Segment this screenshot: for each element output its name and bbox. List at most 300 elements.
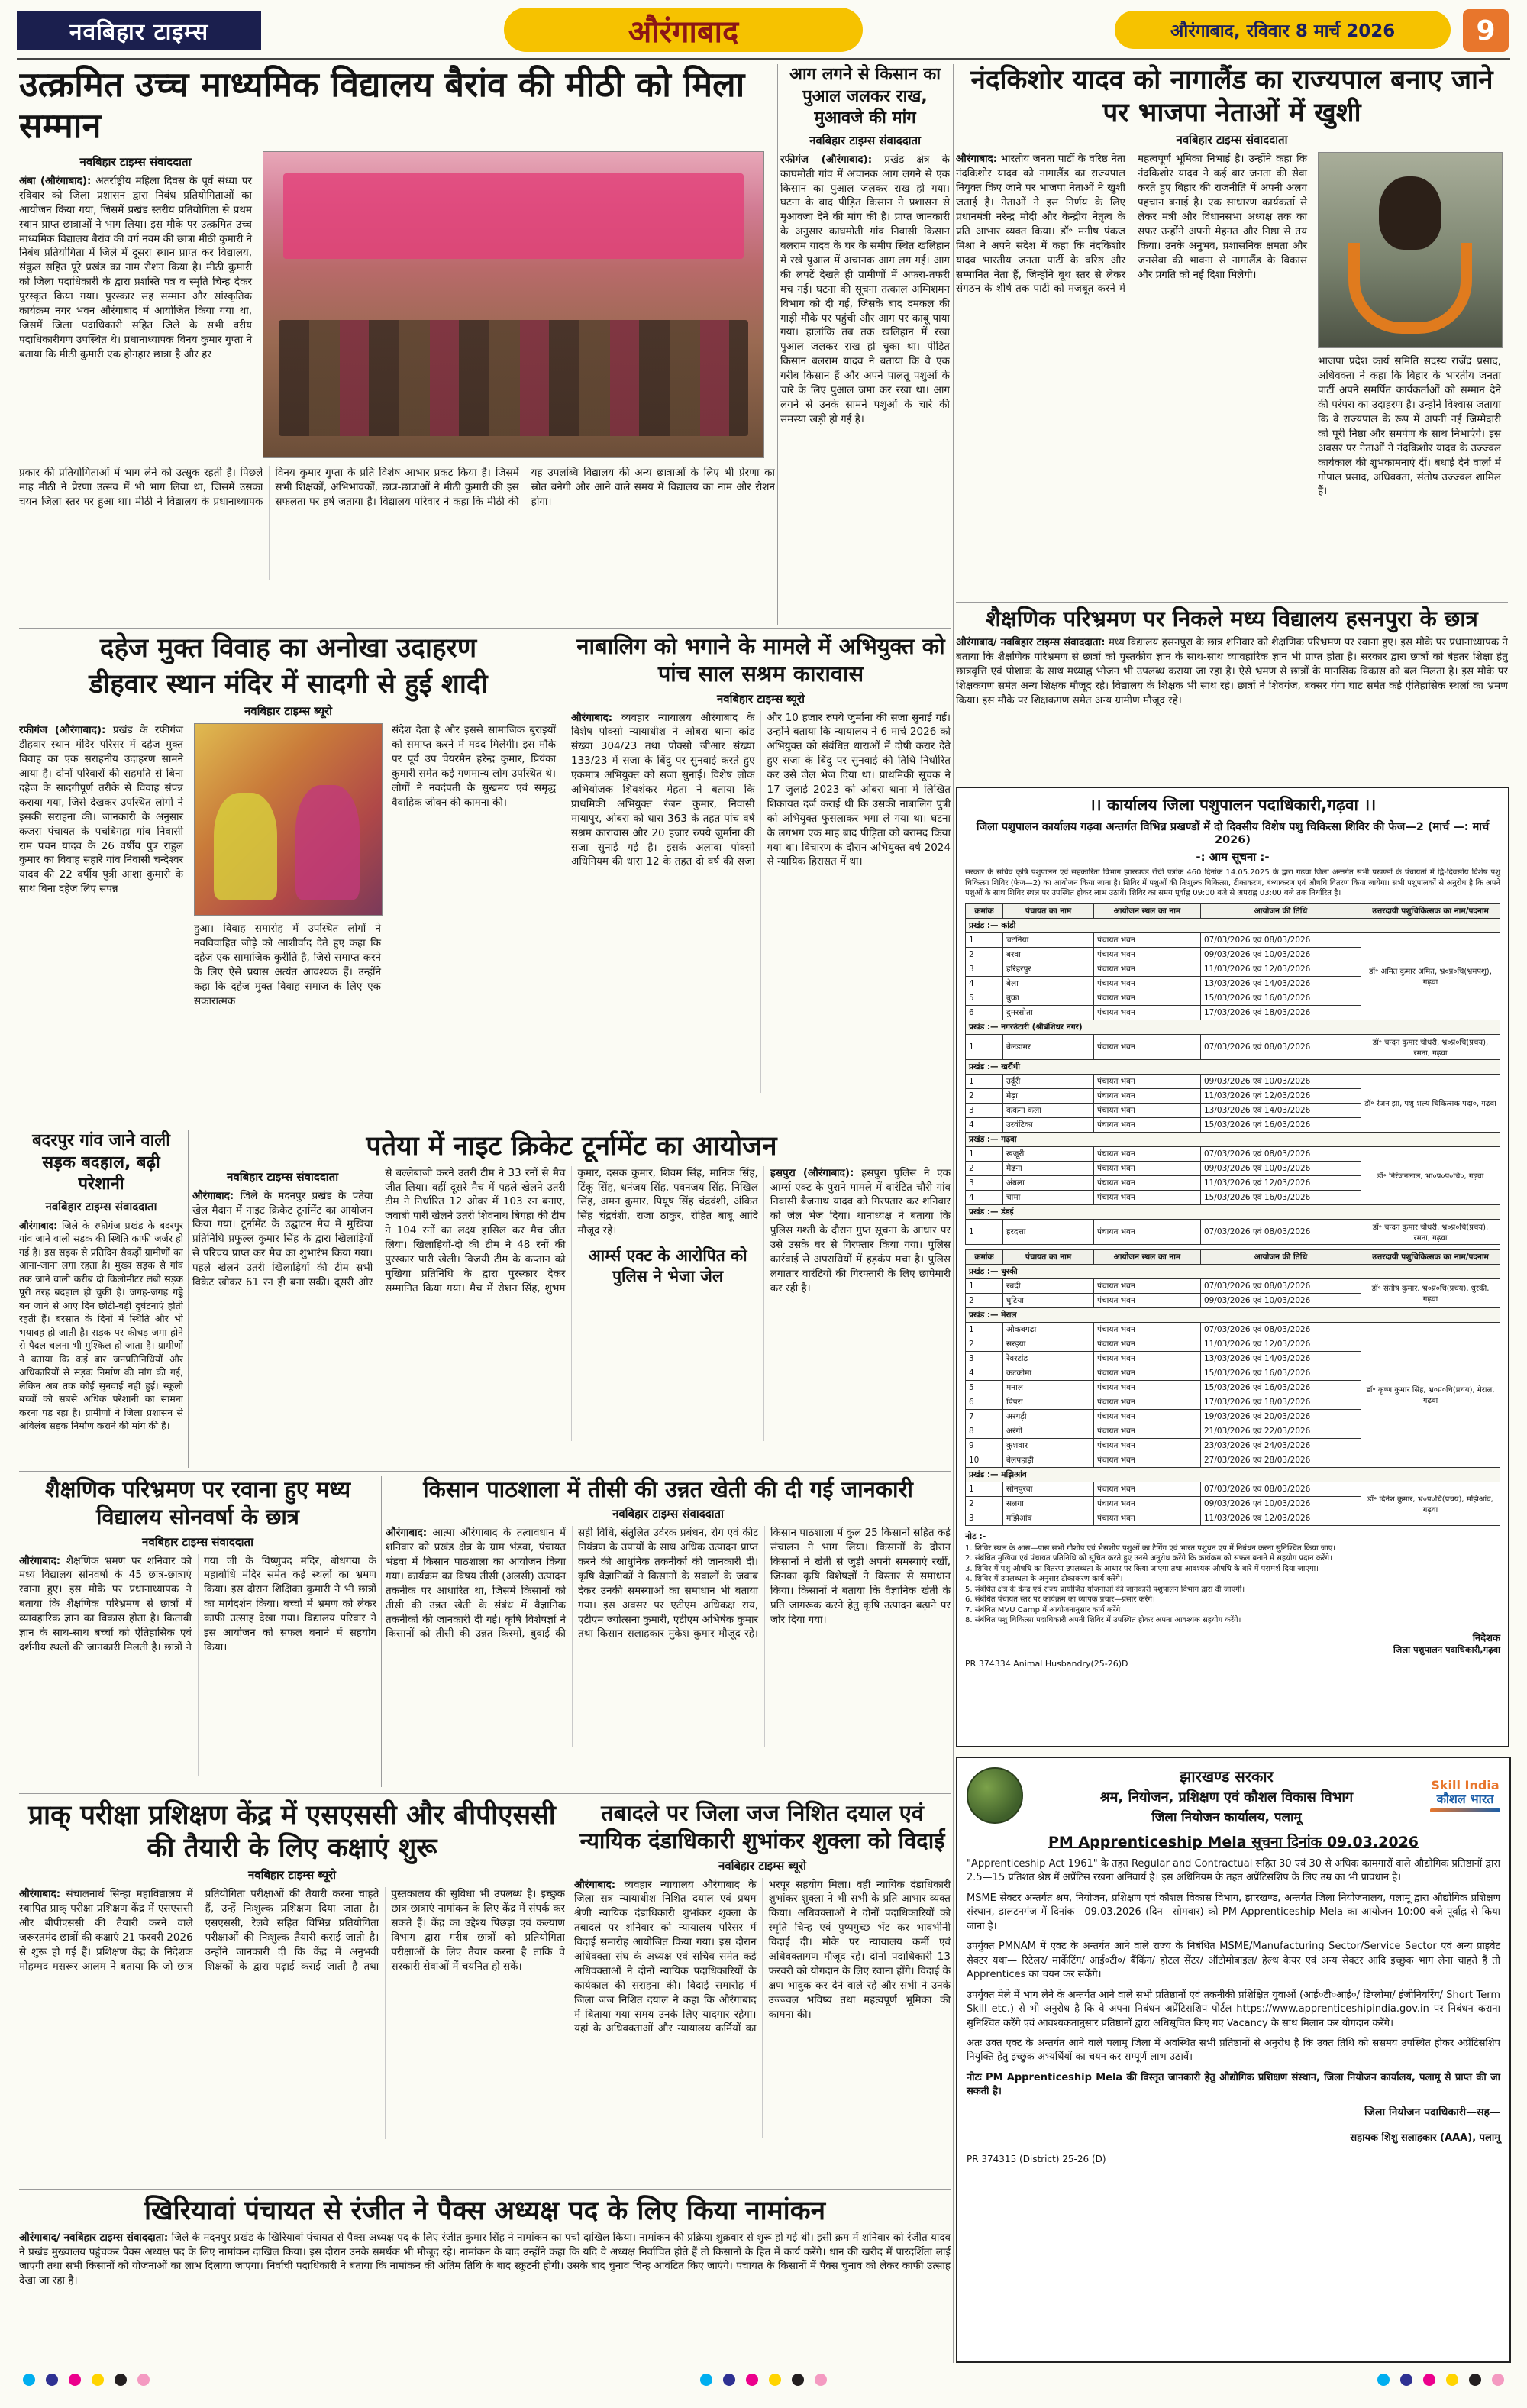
- vet-table-section-row: प्रखंड :— खरौंधी: [966, 1059, 1500, 1074]
- vet-name-cell: डॉ॰ रंजन झा, पशु शल्य चिकित्सक पदा०, गढ़वा: [1361, 1074, 1500, 1132]
- vet-table-header-cell: उत्तरदायी पशुचिकित्सक का नाम/पदनाम: [1361, 1249, 1500, 1264]
- vet-table-cell: सरइया: [1003, 1337, 1094, 1351]
- article-pocso-sentence: [571, 632, 951, 1123]
- vet-camp-notice: [956, 787, 1509, 1747]
- vet-table-cell: 11/03/2026 एवं 12/03/2026: [1201, 962, 1361, 976]
- vet-table-cell: अरंगी: [1003, 1424, 1094, 1438]
- vet-table-cell: पंचायत भवन: [1094, 947, 1201, 962]
- vet-table-cell: पंचायत भवन: [1094, 1293, 1201, 1307]
- vet-table-cell: 09/03/2026 एवं 10/03/2026: [1201, 1161, 1361, 1175]
- vet-table-cell: 3: [966, 1351, 1003, 1366]
- vet-table-cell: 5: [966, 1380, 1003, 1395]
- article-body: रफीगंज (औरंगाबाद): प्रखंड क्षेत्र के काघमोती गांव में अचानक आग लगने से एक किसान का पुआल जलकर राख हो गया। घटना के बाद पीड़ित किसान ने प्रशासन से मुआवजा देने की मांग की है। प्राप्त जानकारी के अनुसार काघमोती गांव निवासी किसान बलराम यादव के घर के समीप स्थित खलिहान में रखे पुआल में अचानक आग लग गई। आग की लपटें देखते ही ग्रामीणों में अफरा-तफरी मच गई। घटना की सूचना तत्काल अग्निशमन विभाग को दी गई, जिसके बाद दमकल की गाड़ी मौके पर पहुंची और आग पर काबू पाया गया। हालांकि तब तक खलिहान में रखा पुआल जलकर राख हो चुका था। पीड़ित किसान बलराम यादव ने बताया कि वे एक गरीब किसान हैं और अपने पालतू पशुओं के चारे के लिए पुआल जमा कर रखा था। आग लगने से उनके सामने पशुओं के चारे की समस्या खड़ी हो गई है।: [780, 153, 950, 425]
- article-dateline: औरंगाबाद:: [571, 711, 613, 724]
- vet-table-section-row: प्रखंड :— मेराल: [966, 1307, 1500, 1322]
- vet-table-cell: पंचायत भवन: [1094, 1496, 1201, 1511]
- vet-table-cell: 10: [966, 1453, 1003, 1467]
- ad-paragraph: उपर्युक्त PMNAM में एक्ट के अन्तर्गत आने वाले राज्य के निबंधित MSME/Manufacturing Sector/Service Sector एवं अन्य प्राइवेट सेक्टर यथा— रिटेलर/ मार्केटिंग/ आई०टी०/ बैंकिंग/ होटल सेंटर/ ऑटोमोबाइल/ हेल्थ केयर एवं अन्य सेक्टर आदि इच्छुक भाग लेना चाहते हैं तो Apprentices का चयन कर सकेंगे।: [967, 1941, 1500, 1981]
- vet-table-cell: 11/03/2026 एवं 12/03/2026: [1201, 1175, 1361, 1190]
- registration-dot: [1423, 2374, 1435, 2386]
- article-dateline: औरंगाबाद:: [192, 1189, 234, 1202]
- ad-paragraph: MSME सेक्टर अन्तर्गत श्रम, नियोजन, प्रशिक्षण एवं कौशल विकास विभाग, झारखण्ड, अन्तर्गत जिला नियोजनालय, पलामू द्वारा औद्योगिक प्रशिक्षण संस्थान, डालटनगंज में दिनांक—09.03.2026 (दिन—सोमवार) को PM Apprenticeship Mela का आयोजन 10:00 बजे पूर्वाह्न से किया जाना है।: [967, 1892, 1500, 1932]
- vet-table-cell: 3: [966, 1511, 1003, 1525]
- article-dateline: औरंगाबाद:: [956, 153, 998, 166]
- skill-india-logo: Skill India कौशल भारत: [1430, 1779, 1500, 1812]
- divider: [956, 602, 1508, 603]
- ad-note: नोटः PM Apprenticeship Mela की विस्तृत जानकारी हेतु औद्योगिक प्रशिक्षण संस्थान, जिला नियोजन कार्यालय, पलामू से प्राप्त की जा सकती है।: [967, 2071, 1500, 2098]
- article-headline: उत्क्रमित उच्च माध्यमिक विद्यालय बैरांव की मीठी को मिला सम्मान: [19, 64, 745, 146]
- article-headline: प्राक् परीक्षा प्रशिक्षण केंद्र में एसएससी और बीपीएससी की तैयारी के लिए कक्षाएं शुरू: [28, 1800, 556, 1863]
- vet-table-cell: 1: [966, 1219, 1003, 1244]
- vet-table-cell: 1: [966, 1482, 1003, 1496]
- vet-table-cell: उरवंटिका: [1003, 1117, 1094, 1132]
- award-ceremony-photo: [263, 151, 764, 458]
- vet-table-row: [966, 1278, 1500, 1293]
- vet-table-cell: 11/03/2026 एवं 12/03/2026: [1201, 1088, 1361, 1103]
- vet-table-header-cell: पंचायत का नाम: [1003, 903, 1094, 918]
- article-hasanpura-trip: [956, 605, 1508, 782]
- vet-note-item: 1. शिविर स्थल के आस—पास सभी गौशीप एवं भैसशीप पशुओं का टैगिंग एवं भारत पशुधन एप में निबंधन करना सुनिश्चित किया जाए।: [965, 1543, 1336, 1553]
- vet-table-cell: घुटिया: [1003, 1293, 1094, 1307]
- sub-article-headline: आर्म्स एक्ट के आरोपित को पुलिस ने भेजा जेल: [588, 1246, 747, 1286]
- vet-table-cell: पंचायत भवन: [1094, 1117, 1201, 1132]
- vet-table-cell: 13/03/2026 एवं 14/03/2026: [1201, 1351, 1361, 1366]
- vet-table-row: [966, 1146, 1500, 1161]
- divider: [19, 1471, 951, 1472]
- vet-table-cell: हरिहरपुर: [1003, 962, 1094, 976]
- vet-table-cell: उर्दूरी: [1003, 1074, 1094, 1088]
- vet-table-cell: 3: [966, 1103, 1003, 1117]
- divider: [19, 628, 951, 629]
- article-body: औरंगाबाद/ नवबिहार टाइम्स संवाददाता: जिले के मदनपुर प्रखंड के खिरियावां पंचायत से पैक्स अध्यक्ष पद के लिए रंजीत कुमार सिंह ने नामांकन का पर्चा दाखिल किया। नामांकन की प्रक्रिया शुक्रवार से शुरू हो गई थी। इसी क्रम में शनिवार को रंजीत यादव ने प्रखंड मुख्यालय पहुंचकर पैक्स अध्यक्ष पद के लिए नामांकन दाखिल किया। इस दौरान उनके समर्थक भी मौजूद रहे। नामांकन के बाद उन्होंने कहा कि यदि वे अध्यक्ष निर्वाचित होते हैं तो किसानों के हित में कार्य करेंगे। धान की खरीद में पारदर्शिता लाई जाएगी तथा सभी किसानों को योजनाओं का लाभ दिलाया जाएगा। निर्वाची पदाधिकारी ने बताया कि नामांकन की अंतिम तिथि के बाद स्क्रूटनी होगी। उसके बाद चुनाव चिन्ह आवंटित किए जाएंगे। पंचायत के किसानों में पैक्स चुनाव को लेकर काफी उत्साह देखा जा रहा है।: [19, 2231, 951, 2287]
- vet-table-header-cell: क्रमांक: [966, 1249, 1003, 1264]
- vet-table-cell: 2: [966, 1496, 1003, 1511]
- vet-table-header-cell: आयोजन की तिथि: [1201, 903, 1361, 918]
- vet-table-cell: पंचायत भवन: [1094, 1219, 1201, 1244]
- article-headline: खिरियावां पंचायत से रंजीत ने पैक्स अध्यक्ष पद के लिए किया नामांकन: [144, 2196, 826, 2226]
- article-body: औरंगाबाद: व्यवहार न्यायालय औरंगाबाद के विशेष पोक्सो न्यायाधीश ने ओबरा थाना कांड संख्या 304/23 तथा पोक्सो जीआर संख्या 133/23 में सजा के बिंदु पर सुनवाई करते हुए एकमात्र अभियुक्त को सजा सुनाई। विशेष लोक अभियोजक शिवशंकर मेहता ने बताया कि प्राथमिकी अभियुक्त रंजन कुमार, निवासी मायापुर, ओबरा को धारा 363 के तहत पांच वर्ष सश्रम कारावास और 20 हजार रुपये जुर्माना की सजा सुनाई गई है। इसके अलावा पोक्सो अधिनियम की धारा 12 के तहत दो वर्ष की सजा और 10 हजार रुपये जुर्माना की सजा सुनाई गई। उन्होंने बताया कि न्यायालय ने 6 मार्च 2026 को अभियुक्त को संबंधित धाराओं में दोषी करार देते हुए सजा के बिंदु पर सुनवाई की तिथि निर्धारित कर उसे जेल भेज दिया था। प्राथमिकी सूचक ने 17 जुलाई 2023 को ओबरा थाना में लिखित शिकायत दर्ज कराई थी कि उसकी नाबालिग पुत्री को अभियुक्त फुसलाकर भगा ले गया था। घटना के लगभग एक माह बाद पीड़िता को बरामद किया गया था। विचारण के दौरान अभियुक्त वर्ष 2024 से न्यायिक हिरासत में था।: [571, 711, 951, 868]
- vet-table-cell: 13/03/2026 एवं 14/03/2026: [1201, 976, 1361, 991]
- wedding-photo: [194, 723, 383, 916]
- dot-group-right: [1377, 2374, 1504, 2386]
- registration-dot: [46, 2374, 58, 2386]
- vet-table-cell: बरवा: [1003, 947, 1094, 962]
- garland-shape: [1348, 243, 1472, 334]
- article-headline: शैक्षणिक परिभ्रमण पर निकले मध्य विद्यालय हसनपुरा के छात्र: [986, 606, 1478, 632]
- vet-table-section-row: प्रखंड :— डंडई: [966, 1204, 1500, 1219]
- vet-table-cell: पंचायत भवन: [1094, 1103, 1201, 1117]
- vet-table-section-row: प्रखंड :— धुरकी: [966, 1264, 1500, 1278]
- vet-table-row: [966, 1219, 1500, 1244]
- vet-table-cell: मेढ़ा: [1003, 1088, 1094, 1103]
- edition-city: औरंगाबाद: [504, 8, 863, 52]
- article-body: औरंगाबाद: शैक्षणिक भ्रमण पर शनिवार को मध्य विद्यालय सोनवर्षा के 45 छात्र-छात्राएं रवाना हुए। इस मौके पर प्रधानाध्यापक ने बताया कि शैक्षणिक परिभ्रमण से छात्रों में व्यावहारिक ज्ञान का विकास होता है। किताबी ज्ञान के साथ-साथ बच्चों को ऐतिहासिक एवं दर्शनीय स्थलों की जानकारी मिलती है। छात्रों ने गया जी के विष्णुपद मंदिर, बोधगया के महाबोधि मंदिर समेत कई स्थलों का भ्रमण किया। इस दौरान शिक्षिका कुमारी ने भी छात्रों का मार्गदर्शन किया। बच्चों में भ्रमण को लेकर काफी उत्साह देखा गया। विद्यालय परिवार ने इस आयोजन को सफल बनाने में सहयोग किया।: [19, 1554, 376, 1653]
- vet-table-cell: 6: [966, 1005, 1003, 1020]
- article-dateline: औरंगाबाद/ नवबिहार टाइम्स संवाददाता:: [19, 2231, 169, 2244]
- notes-label: नोट :-: [965, 1530, 986, 1541]
- vet-name-cell: डॉ॰ चन्दन कुमार चौधरी, भ्र०प्र०चि(प्रचय), रमना, गढ़वा: [1361, 1034, 1500, 1059]
- ad-dept-name: श्रम, नियोजन, प्रशिक्षण एवं कौशल विकास विभाग: [1099, 1789, 1354, 1805]
- sub-article-body: हसपुरा (औरंगाबाद): हसपुरा पुलिस ने एक आर्म्स एक्ट के पुराने मामले में वारंटित चौरी गांव निवासी बैजनाथ यादव को गिरफ्तार कर शनिवार को जेल भेज दिया। थानाध्यक्ष ने बताया कि पुलिस गश्ती के दौरान गुप्त सूचना के आधार पर उसे उसके घर से गिरफ्तार किया गया। पुलिस कार्रवाई से अपराधियों में हड़कंप मचा है। पुलिस लगातार वारंटियों की गिरफ्तारी के लिए छापेमारी कर रही है।: [770, 1166, 951, 1295]
- article-pacs-nomination: [19, 2195, 951, 2361]
- vet-table-cell: 4: [966, 1366, 1003, 1380]
- vet-table-cell: बेलपहाड़ी: [1003, 1453, 1094, 1467]
- vet-table-header-cell: क्रमांक: [966, 903, 1003, 918]
- article-headline: तबादले पर जिला जज निशित दयाल एवं न्यायिक दंडाधिकारी शुभांकर शुक्ला को विदाई: [579, 1800, 945, 1854]
- vet-table-cell: पंचायत भवन: [1094, 1482, 1201, 1496]
- article-byline: नवबिहार टाइम्स संवाददाता: [612, 1507, 724, 1521]
- registration-dot: [1446, 2374, 1458, 2386]
- vet-table-cell: 2: [966, 1088, 1003, 1103]
- dot-group-left: [23, 2374, 150, 2386]
- vet-table-cell: 1: [966, 1322, 1003, 1337]
- divider: [188, 1130, 189, 1468]
- jharkhand-emblem: [967, 1767, 1023, 1824]
- ad-govt-name: झारखण्ड सरकार: [1180, 1767, 1274, 1786]
- vet-table-cell: पंचायत भवन: [1094, 976, 1201, 991]
- registration-dot: [92, 2374, 104, 2386]
- ad-body: [967, 1857, 1500, 2065]
- vet-table-cell: पंचायत भवन: [1094, 1380, 1201, 1395]
- article-dateline: रफीगंज (औरंगाबाद):: [780, 153, 873, 166]
- vet-name-cell: डॉ॰ कृष्ण कुमार सिंह, भ्र०प्र०चि(प्रचय), मेराल, गढ़वा: [1361, 1322, 1500, 1467]
- vet-table-cell: 13/03/2026 एवं 14/03/2026: [1201, 1103, 1361, 1117]
- vet-table-cell: पंचायत भवन: [1094, 1088, 1201, 1103]
- vet-table-header-cell: पंचायत का नाम: [1003, 1249, 1094, 1264]
- article-sonvarsha-trip: [19, 1476, 376, 1787]
- registration-dot: [1492, 2374, 1504, 2386]
- vet-table-cell: 2: [966, 1337, 1003, 1351]
- vet-table-cell: पंचायत भवन: [1094, 1005, 1201, 1020]
- vet-table-cell: 9: [966, 1438, 1003, 1453]
- article-headline: शैक्षणिक परिभ्रमण पर रवाना हुए मध्य विद्यालय सोनवर्षा के छात्र: [44, 1476, 351, 1530]
- ad-paragraph: "Apprenticeship Act 1961" के तहत Regular and Contractual सहित 30 एवं 30 से अधिक कामगारों वाले औद्योगिक प्रतिष्ठानों द्वारा 2.5—15 प्रतिशत श्रेष्ठ में अप्रेंटिस रखना अनिवार्य है। इस अधिनियम के तहत अप्रेंटिसशिप के लिए उम्र का भी प्रावधान है।: [967, 1858, 1500, 1884]
- vet-table-cell: सलगा: [1003, 1496, 1094, 1511]
- vet-table-cell: हरदत्ता: [1003, 1219, 1094, 1244]
- vet-table-cell: 3: [966, 1175, 1003, 1190]
- vet-table-cell: पंचायत भवन: [1094, 1395, 1201, 1409]
- vet-table-cell: 1: [966, 1146, 1003, 1161]
- vet-table-cell: 15/03/2026 एवं 16/03/2026: [1201, 1380, 1361, 1395]
- article-badarpur-road: [19, 1130, 183, 1468]
- vet-table-cell: 15/03/2026 एवं 16/03/2026: [1201, 991, 1361, 1005]
- article-night-cricket: [192, 1130, 951, 1468]
- article-headline-line1: दहेज मुक्त विवाह का अनोखा उदाहरण: [99, 633, 477, 664]
- paper-name: नवबिहार टाइम्स: [17, 11, 261, 50]
- vet-table-cell: 17/03/2026 एवं 18/03/2026: [1201, 1395, 1361, 1409]
- vet-table-header-cell: उत्तरदायी पशुचिकित्सक का नाम/पदनाम: [1361, 903, 1500, 918]
- vet-table-cell: पंचायत भवन: [1094, 1409, 1201, 1424]
- vet-table-cell: पंचायत भवन: [1094, 1424, 1201, 1438]
- signature-title: निदेशक: [1472, 1632, 1500, 1644]
- article-headline: नंदकिशोर यादव को नागालैंड का राज्यपाल बनाए जाने पर भाजपा नेताओं में खुशी: [970, 65, 1493, 128]
- article-body-middle: हुआ। विवाह समारोह में उपस्थित लोगों ने नवविवाहित जोड़े को आशीर्वाद देते हुए कहा कि दहेज एक सामाजिक कुरीति है, जिसे समाप्त करने के लिए ऐसे प्रयास अत्यंत आवश्यक हैं। उन्होंने कहा कि दहेज मुक्त विवाह समाज के लिए एक सकारात्मक: [194, 923, 381, 1007]
- article-school-award: [19, 64, 775, 625]
- vet-table-cell: खजूरी: [1003, 1146, 1094, 1161]
- skill-india-bar: [1430, 1808, 1500, 1812]
- ad-office-name: जिला नियोजन कार्यालय, पलामू: [1151, 1810, 1302, 1825]
- vet-table-cell: 27/03/2026 एवं 28/03/2026: [1201, 1453, 1361, 1467]
- vet-table-cell: 4: [966, 976, 1003, 991]
- registration-dot: [723, 2374, 735, 2386]
- article-body-continued: प्रकार की प्रतियोगिताओं में भाग लेने को उत्सुक रहती है। पिछले माह मीठी ने प्रेरणा उत्सव में भी भाग लिया था, जिसमें उसका चयन जिला स्तर पर हुआ था। मीठी ने विद्यालय के प्रधानाध्यापक विनय कुमार गुप्ता के प्रति विशेष आभार प्रकट किया है। जिसमें सभी शिक्षकों, अभिभावकों, छात्र-छात्राओं ने मीठी कुमारी की इस सफलता पर हर्ष जताया है। विद्यालय परिवार ने कहा कि मीठी की यह उपलब्धि विद्यालय की अन्य छात्राओं के लिए भी प्रेरणा का स्रोत बनेगी और आने वाले समय में विद्यालय का नाम और रौशन होगा।: [19, 467, 775, 508]
- vet-table-section-row: प्रखंड :— कांडी: [966, 918, 1500, 932]
- article-dateline: अंबा (औरंगाबाद):: [19, 175, 92, 187]
- notes-list: [965, 1543, 1500, 1626]
- dot-group-center: [700, 2374, 827, 2386]
- portrait-silhouette: [1379, 176, 1441, 250]
- vet-table-cell: पंचायत भवन: [1094, 1453, 1201, 1467]
- article-body: औरंगाबाद: जिले के रफीगंज प्रखंड के बदरपुर गांव जाने वाली सड़क की स्थिति काफी जर्जर हो गई है। इस सड़क से प्रतिदिन सैकड़ों ग्रामीणों का आना-जाना लगा रहता है। मुख्य सड़क से गांव तक जाने वाली करीब दो किलोमीटर लंबी सड़क पूरी तरह बदहाल हो चुकी है। जगह-जगह गड्ढे बन जाने से आए दिन छोटी-बड़ी दुर्घटनाएं होती रहती हैं। बरसात के दिनों में स्थिति और भी भयावह हो जाती है। सड़क पर कीचड़ जमा होने से पैदल चलना भी मुश्किल हो जाता है। ग्रामीणों ने बताया कि कई बार जनप्रतिनिधियों और अधिकारियों से सड़क निर्माण की मांग की गई, लेकिन अब तक कोई सुनवाई नहीं हुई। स्कूली बच्चों को सबसे अधिक परेशानी का सामना करना पड़ रहा है। ग्रामीणों ने जिला प्रशासन से अविलंब सड़क निर्माण कराने की मांग की है।: [19, 1219, 183, 1432]
- vet-table-section-row: प्रखंड :— गढ़वा: [966, 1132, 1500, 1146]
- vet-table-section-row: प्रखंड :— नगरउंटारी (श्रीबंशिधर नगर): [966, 1020, 1500, 1034]
- vet-note-item: 7. संबंधित MVU Camp में आयोजनानुसार कार्य करेंगे।: [965, 1605, 1124, 1614]
- article-dateline: औरंगाबाद:: [19, 1888, 61, 1901]
- vet-table-cell: 6: [966, 1395, 1003, 1409]
- vet-table-cell: 21/03/2026 एवं 22/03/2026: [1201, 1424, 1361, 1438]
- vet-table-cell: बेला: [1003, 976, 1094, 991]
- vet-table-cell: चामा: [1003, 1190, 1094, 1204]
- article-kisan-pathshala: [386, 1476, 951, 1787]
- ad-paragraph: उपर्युक्त मेले में भाग लेने के अन्तर्गत आने वाले सभी प्रतिष्ठानों एवं तकनीकी प्रशिक्षित युवाओं (आई०टी०आई०/ डिप्लोमा/ इंजीनियरिंग/ Short Term Skill etc.) से भी अनुरोध है कि वे अपना निबंधन अप्रेंटिसशिप पोर्टल https://www.apprenticeshipindia.gov.in पर निबंधन कराना सुनिश्चित करेंगे एवं आवश्यकतानुसार प्रतिष्ठानों द्वारा अधिसूचित किए गए Vacancy के साथ मिलान कर योगदान करेंगे।: [967, 1989, 1500, 2029]
- print-registration-marks: [23, 2374, 1504, 2386]
- vet-table-row: [966, 1074, 1500, 1088]
- registration-dot: [1400, 2374, 1412, 2386]
- article-body: अंबा (औरंगाबाद): अंतर्राष्ट्रीय महिला दिवस के पूर्व संध्या पर रविवार को जिला प्रशासन द्वारा निबंध प्रतियोगिताओं का आयोजन किया गया, जिसमें प्रखंड स्तरीय प्रतियोगिता से प्रथम स्थान प्राप्त छात्राओं ने भाग लिया। इस मौके पर उत्क्रमित उच्च माध्यमिक विद्यालय बैरांव की वर्ग नवम की छात्रा मीठी कुमारी ने निबंध प्रतियोगिता में जिले में दूसरा स्थान प्राप्त कर विद्यालय, संकुल सहित पूरे प्रखंड का नाम रौशन किया है। मीठी कुमारी को जिला पदाधिकारी के द्वारा प्रशस्ति पत्र व स्मृति चिन्ह देकर पुरस्कृत किया गया। पुरस्कार सह सम्मान और सांस्कृतिक कार्यक्रम नगर भवन औरंगाबाद में आयोजित किया गया था, जिसमें जिला पदाधिकारी सहित जिले के सभी वरीय पदाधिकारीगण उपस्थित थे। प्रधानाध्यापक विनय कुमार गुप्ता ने बताया कि मीठी कुमारी एक होनहार छात्रा है और हर: [19, 175, 252, 360]
- article-body: औरंगाबाद: आत्मा औरंगाबाद के तत्वावधान में शनिवार को प्रखंड क्षेत्र के ग्राम भंडवा, पंचायत भंडवा में किसान पाठशाला का आयोजन किया गया। कार्यक्रम का विषय तीसी (अलसी) उत्पादन तकनीक पर आधारित था, जिसमें किसानों को तीसी की उन्नत खेती के संबंध में वैज्ञानिक तकनीकों की जानकारी दी गई। कृषि विशेषज्ञों ने किसानों को तीसी की उन्नत किस्मों, बुवाई की सही विधि, संतुलित उर्वरक प्रबंधन, रोग एवं कीट नियंत्रण के उपायों के साथ अधिक उत्पादन प्राप्त करने की आधुनिक तकनीकों की जानकारी दी। कृषि वैज्ञानिकों ने किसानों के सवालों के जवाब देकर उनकी समस्याओं का समाधान भी बताया गया। इस अवसर पर एटीएम अधिकक्ष राय, एटीएम ज्योत्सना कुमारी, एटीएम अभिषेक कुमार तथा किसान सलाहकार मुकेश कुमार मौजूद रहे। किसान पाठशाला में कुल 25 किसानों सहित कई संचालन ने भाग लिया। किसानों के दौरान किसानों ने खेती से जुड़ी अपनी समस्याएं रखीं, जिनका कृषि विशेषज्ञों ने विस्तार से समाधान किया। किसानों ने बताया कि वैज्ञानिक खेती के प्रति जागरूक करने हेतु कृषि उत्पादन बढ़ाने पर जोर दिया गया।: [386, 1527, 951, 1640]
- vet-table-cell: 07/03/2026 एवं 08/03/2026: [1201, 1219, 1361, 1244]
- vet-table-cell: 4: [966, 1117, 1003, 1132]
- vet-table-row: [966, 1034, 1500, 1059]
- article-dateline: औरंगाबाद:: [386, 1527, 428, 1540]
- notice-title: ।। कार्यालय जिला पशुपालन पदाधिकारी,गढ़वा ।।: [1089, 796, 1377, 814]
- divider: [953, 64, 954, 2363]
- article-body: औरंगाबाद: भारतीय जनता पार्टी के वरिष्ठ नेता नंदकिशोर यादव को नागालैंड का राज्यपाल नियुक्त किए जाने पर भाजपा नेताओं ने खुशी जताई है। नेताओं ने इस निर्णय के लिए प्रधानमंत्री नरेन्द्र मोदी और केन्द्रीय नेतृत्व के प्रति आभार व्यक्त किया। डॉ॰ मनीष पंकज मिश्रा ने अपने संदेश में कहा कि नंदकिशोर यादव भारतीय जनता पार्टी के वरिष्ठ और सम्मानित नेता हैं, जिन्होंने बूथ स्तर से लेकर संगठन के शीर्ष तक पार्टी को मजबूत करने में महत्वपूर्ण भूमिका निभाई है। उन्होंने कहा कि नंदकिशोर यादव ने कई बार जनता की सेवा करते हुए बिहार की राजनीति में अपनी अलग पहचान बनाई है। एक साधारण कार्यकर्ता से लेकर मंत्री और विधानसभा अध्यक्ष तक का सफर उन्होंने अपनी मेहनत और निष्ठा से तय किया। उनके अनुभव, प्रशासनिक क्षमता और जनसेवा की भावना से नागालैंड के विकास और प्रगति को नई दिशा मिलेगी।: [956, 153, 1307, 296]
- vet-table-header-row: [966, 903, 1500, 918]
- vet-note-item: 4. शिविर में उपलब्धता के अनुसार टीकाकरण कार्य करेंगे।: [965, 1575, 1123, 1583]
- vet-table-header-cell: आयोजन स्थल का नाम: [1094, 903, 1201, 918]
- vet-camp-table-2: [965, 1249, 1500, 1526]
- vet-table-cell: पंचायत भवन: [1094, 1322, 1201, 1337]
- article-headline: किसान पाठशाला में तीसी की उन्नत खेती की दी गई जानकारी: [423, 1476, 913, 1502]
- vet-table-cell: 17/03/2026 एवं 18/03/2026: [1201, 1005, 1361, 1020]
- article-body: औरंगाबाद: जिले के मदनपुर प्रखंड के पतेया खेल मैदान में नाइट क्रिकेट टूर्नामेंट का आयोजन किया गया। टूर्नामेंट के उद्घाटन मैच में मुखिया प्रतिनिधि प्रफुल्ल कुमार सिंह के द्वारा खिलाड़ियों से परिचय प्राप्त कर मैच का शुभारंभ किया गया। पहले खेलने उतरी खिलाड़ियों की टीम सभी विकेट खोकर 61 रन ही बना सकी। दूसरी ओर से बल्लेबाजी करने उतरी टीम ने 33 रनों से मैच जीत लिया। वहीं दूसरे मैच में पहले खेलने उतरी टीम ने निर्धारित 12 ओवर में 103 रन बनाए, जवाबी पारी खेलने उतरी शिवनाथ बिगहा की टीम ने 104 रनों का लक्ष्य हासिल कर मैच जीत लिया। खिलाड़ियों-दो की टीम ने 48 रनों की पुरस्कार पारी खेली। विजयी टीम के कप्तान को मुखिया प्रतिनिधि के द्वारा पुरस्कार देकर सम्मानित किया गया। मैच में रोशन सिंह, शुभम कुमार, दसक कुमार, शिवम सिंह, मानिक सिंह, टिंकू सिंह, धनंजय सिंह, पवनजय सिंह, निखिल सिंह, अमन कुमार, पियूष सिंह चंद्रवंशी, अंकित सिंह चंद्रवंशी, राजा ठाकुर, रोहित बाबू आदि मौजूद रहे।: [192, 1166, 758, 1295]
- vet-table-cell: 07/03/2026 एवं 08/03/2026: [1201, 1322, 1361, 1337]
- divider: [777, 64, 778, 625]
- vet-table-cell: मझिआंव: [1003, 1511, 1094, 1525]
- vet-table-cell: पंचायत भवन: [1094, 1337, 1201, 1351]
- vet-table-cell: रेवरटांड़: [1003, 1351, 1094, 1366]
- article-body-continued: भाजपा प्रदेश कार्य समिति सदस्य राजेंद्र प्रसाद, अधिवक्ता ने कहा कि बिहार के भारतीय जनता पार्टी अपने समर्पित कार्यकर्ताओं को सम्मान देने की परंपरा का उदाहरण है। उन्होंने विश्वास जताया कि वे राज्यपाल के रूप में अपनी नई जिम्मेदारी को पूरी निष्ठा और समर्पण के साथ निभाएंगे। इस अवसर पर नेताओं ने नंदकिशोर यादव के उज्ज्वल कार्यकाल की शुभकामनाएं दीं। बधाई देने वालों में गोपाल प्रसाद, अधिवक्ता, संतोष उज्ज्वल शामिल हैं।: [1318, 355, 1501, 498]
- general-notice-label: -: आम सूचना :-: [1196, 850, 1270, 864]
- article-dowry-wedding: [19, 632, 557, 1123]
- article-byline: नवबिहार टाइम्स ब्यूरो: [718, 1858, 807, 1873]
- divider: [381, 1476, 382, 1787]
- vet-table-cell: 11/03/2026 एवं 12/03/2026: [1201, 1337, 1361, 1351]
- vet-table-cell: पंचायत भवन: [1094, 932, 1201, 947]
- vet-table-row: [966, 1482, 1500, 1496]
- vet-table-cell: 15/03/2026 एवं 16/03/2026: [1201, 1117, 1361, 1132]
- vet-table-cell: पंचायत भवन: [1094, 1034, 1201, 1059]
- vet-table-cell: 11/03/2026 एवं 12/03/2026: [1201, 1511, 1361, 1525]
- vet-table-cell: पंचायत भवन: [1094, 1175, 1201, 1190]
- vet-table-cell: पंचायत भवन: [1094, 1190, 1201, 1204]
- vet-name-cell: डॉ॰ संतोष कुमार, भ्र०प्र०चि(प्रचय), धुरकी, गढ़वा: [1361, 1278, 1500, 1307]
- vet-note-item: 2. संबंधित मुखिया एवं पंचायत प्रतिनिधि को सूचित करते हुए उनसे अनुरोध करेंगे कि कार्यक्रम को सफल बनाने में सहयोग प्रदान करेंगे।: [965, 1554, 1332, 1563]
- vet-table-cell: 19/03/2026 एवं 20/03/2026: [1201, 1409, 1361, 1424]
- article-headline: आग लगने से किसान का पुआल जलकर राख, मुआवजे की मांग: [789, 65, 941, 128]
- article-byline: नवबिहार टाइम्स ब्यूरो: [716, 691, 805, 706]
- article-byline: नवबिहार टाइम्स संवाददाता: [809, 133, 921, 147]
- vet-table-cell: 2: [966, 1161, 1003, 1175]
- stage-banner: [283, 173, 744, 259]
- vet-table-cell: पिपरा: [1003, 1395, 1094, 1409]
- registration-dot: [137, 2374, 150, 2386]
- vet-table-cell: 2: [966, 947, 1003, 962]
- vet-table-row: [966, 1322, 1500, 1337]
- vet-name-cell: डॉ॰ निरंजनलाल, भ्रा०प्र०प०चि०, गढ़वा: [1361, 1146, 1500, 1204]
- vet-table-cell: 09/03/2026 एवं 10/03/2026: [1201, 1074, 1361, 1088]
- vet-table-cell: 4: [966, 1190, 1003, 1204]
- vet-table-cell: 7: [966, 1409, 1003, 1424]
- vet-table-cell: चटनिया: [1003, 932, 1094, 947]
- vet-table-cell: 07/03/2026 एवं 08/03/2026: [1201, 1278, 1361, 1293]
- article-body-right: संदेश देता है और इससे सामाजिक बुराइयों को समाप्त करने में मदद मिलेगी। इस मौके पर पूर्व उप चेयरमैन हरेन्द्र कुमार, प्रियंका कुमारी समेत कई गणमान्य लोग उपस्थित थे। लोगों ने नवदंपती के सुखमय एवं समृद्ध वैवाहिक जीवन की कामना की।: [392, 724, 556, 809]
- article-byline: नवबिहार टाइम्स ब्यूरो: [244, 704, 333, 719]
- registration-dot: [815, 2374, 827, 2386]
- article-dateline: रफीगंज (औरंगाबाद):: [19, 724, 106, 737]
- ad-signature-line1: जिला नियोजन पदाधिकारी—सह—: [1364, 2106, 1500, 2119]
- vet-table-cell: कटकोमा: [1003, 1366, 1094, 1380]
- ad-paragraph: अतः उक्त एक्ट के अन्तर्गत आने वाले पलामू जिला में अवस्थित सभी प्रतिष्ठानों से अनुरोध है कि उक्त तिथि को ससमय उपस्थित होकर अप्रेंटिसशिप नियुक्ति हेतु इच्छुक अभ्यर्थियों का चयन कर सम्पूर्ण लाभ उठावें।: [967, 2037, 1500, 2064]
- vet-table-cell: ओकबगढ़ा: [1003, 1322, 1094, 1337]
- divider: [19, 1793, 951, 1794]
- vet-table-cell: पंचायत भवन: [1094, 1511, 1201, 1525]
- article-body: औरंगाबाद/ नवबिहार टाइम्स संवाददाता: मध्य विद्यालय हसनपुरा के छात्र शनिवार को शैक्षणिक परिभ्रमण पर रवाना हुए। इस मौके पर प्रधानाध्यापक ने बताया कि शैक्षणिक परिभ्रमण से छात्रों को पुस्तकीय ज्ञान के साथ-साथ व्यावहारिक ज्ञान भी प्राप्त होता है। सरकार द्वारा छात्रों को बेहतर शिक्षा हेतु छात्रवृत्ति एवं पोशाक के साथ मध्याह्न भोजन भी उपलब्ध कराया जा रहा है। ऐसे भ्रमण से छात्रों के मानसिक विकास को बल मिलता है। इस मौके पर शिक्षकगण समेत अन्य शिक्षक मौजूद रहे। विद्यालय के शिक्षक भी साथ रहे। छात्रों ने शिवगंज, बक्सर गंगा घाट समेत कई ऐतिहासिक स्थलों का भ्रमण किया। इस मौके पर शिक्षकगण समेत अन्य ग्रामीण मौजूद रहे।: [956, 636, 1508, 706]
- vet-table-cell: 07/03/2026 एवं 08/03/2026: [1201, 1482, 1361, 1496]
- signature-office: जिला पशुपालन पदाधिकारी,गढ़वा: [1393, 1644, 1500, 1655]
- vet-table-cell: पंचायत भवन: [1094, 991, 1201, 1005]
- vet-table-cell: पंचायत भवन: [1094, 1146, 1201, 1161]
- vet-table-cell: 1: [966, 1074, 1003, 1088]
- vet-table-header-row: [966, 1249, 1500, 1264]
- registration-dot: [746, 2374, 758, 2386]
- governor-portrait-photo: [1318, 152, 1503, 348]
- article-byline: नवबिहार टाइम्स संवाददाता: [227, 1169, 339, 1184]
- article-judge-farewell: [574, 1799, 951, 2183]
- ad-signature-line2: सहायक शिशु सलाहकार (AAA), पलामू: [1350, 2132, 1500, 2145]
- vet-camp-table-1: [965, 903, 1500, 1245]
- vet-table-cell: पंचायत भवन: [1094, 1278, 1201, 1293]
- vet-table-section-row: प्रखंड :— मझिआंव: [966, 1467, 1500, 1482]
- vet-table-cell: 23/03/2026 एवं 24/03/2026: [1201, 1438, 1361, 1453]
- vet-table-cell: अरगड़ी: [1003, 1409, 1094, 1424]
- vet-table-cell: बेलडामर: [1003, 1034, 1094, 1059]
- ad-title: PM Apprenticeship Mela सूचना दिनांक 09.03.2026: [1048, 1834, 1419, 1850]
- sub-article-dateline: हसपुरा (औरंगाबाद):: [770, 1166, 854, 1179]
- pr-number: PR 374334 Animal Husbandry(25-26)D: [965, 1658, 1128, 1669]
- vet-table-cell: सोनपुरवा: [1003, 1482, 1094, 1496]
- vet-table-cell: 15/03/2026 एवं 16/03/2026: [1201, 1366, 1361, 1380]
- vet-table-cell: 3: [966, 962, 1003, 976]
- article-byline: नवबिहार टाइम्स संवाददाता: [1176, 133, 1288, 147]
- registration-dot: [769, 2374, 781, 2386]
- header-divider: [17, 58, 1510, 60]
- vet-table-cell: 2: [966, 1293, 1003, 1307]
- wedding-guests-shape: [214, 793, 277, 900]
- vet-note-item: 8. संबंधित पशु चिकित्सा पदाधिकारी अपनी शिविर में उपस्थित होकर अपना आवश्यक सहयोग करेंगे।: [965, 1616, 1241, 1624]
- notice-subtitle: जिला पशुपालन कार्यालय गढ़वा अन्तर्गत विभिन्न प्रखण्डों में दो दिवसीय विशेष पशु चिकित्सा शिविर की फेज—2 (मार्च —: मार्च 2026): [976, 821, 1490, 846]
- vet-table-cell: मेढ़ना: [1003, 1161, 1094, 1175]
- vet-table-cell: पंचायत भवन: [1094, 1438, 1201, 1453]
- vet-table-cell: ककना कला: [1003, 1103, 1094, 1117]
- article-body-left: रफीगंज (औरंगाबाद): प्रखंड के रफीगंज डीहवार स्थान मंदिर परिसर में दहेज मुक्त विवाह का एक सराहनीय उदाहरण सामने आया है। दोनों परिवारों की सहमति से बिना दहेज के सादगीपूर्ण तरीके से विवाह संपन्न कराया गया, जिसे देखकर उपस्थित लोगों ने इसकी सराहना की। जानकारी के अनुसार कजरा पंचायत के पचबिगहा गांव निवासी राम पचन यादव के 26 वर्षीय पुत्र राहुल कुमार का विवाह सहारे गांव निवासी चन्देश्वर यादव की 22 वर्षीय पुत्री आशा कुमारी के साथ बिना दहेज लिए संपन्न: [19, 724, 183, 896]
- article-byline: नवबिहार टाइम्स संवाददाता: [142, 1534, 253, 1549]
- vet-table-cell: अंबला: [1003, 1175, 1094, 1190]
- vet-table-cell: पंचायत भवन: [1094, 962, 1201, 976]
- divider: [19, 2189, 951, 2190]
- vet-name-cell: डॉ॰ चन्दन कुमार चौधरी, भ्र०प्र०चि(प्रचय), रमना, गढ़वा: [1361, 1219, 1500, 1244]
- vet-table-cell: बुका: [1003, 991, 1094, 1005]
- vet-table-cell: 09/03/2026 एवं 10/03/2026: [1201, 947, 1361, 962]
- vet-table-cell: 09/03/2026 एवं 10/03/2026: [1201, 1496, 1361, 1511]
- registration-dot: [115, 2374, 127, 2386]
- vet-table-cell: 1: [966, 1278, 1003, 1293]
- vet-table-row: [966, 932, 1500, 947]
- vet-table-header-cell: आयोजन स्थल का नाम: [1094, 1249, 1201, 1264]
- article-byline: नवबिहार टाइम्स संवाददाता: [79, 155, 192, 169]
- vet-name-cell: डॉ॰ अमित कुमार अमित, भ्र०प्र०चि(भ्रमपशु), गढ़वा: [1361, 932, 1500, 1020]
- article-exam-training: [19, 1799, 565, 2183]
- article-headline: पतेया में नाइट क्रिकेट टूर्नामेंट का आयोजन: [366, 1131, 777, 1162]
- vet-table-cell: पंचायत भवन: [1094, 1366, 1201, 1380]
- vet-table-cell: 1: [966, 932, 1003, 947]
- article-dateline: औरंगाबाद:: [19, 1554, 61, 1567]
- article-byline: नवबिहार टाइम्स ब्यूरो: [247, 1868, 337, 1883]
- registration-dot: [69, 2374, 81, 2386]
- article-body: औरंगाबाद: व्यवहार न्यायालय औरंगाबाद के जिला सत्र न्यायाधीश निशित दयाल एवं प्रथम श्रेणी न्यायिक दंडाधिकारी शुभांकर शुक्ला के तबादले पर शनिवार को न्यायालय परिसर में विदाई समारोह आयोजित किया गया। इस दौरान अधिवक्ता संघ के अध्यक्ष एवं सचिव समेत कई अधिवक्ताओं ने दोनों न्यायिक पदाधिकारियों के कार्यकाल की सराहना की। विदाई समारोह में जिला जज निशित दयाल ने कहा कि औरंगाबाद में बिताया गया समय उनके लिए यादगार रहेगा। यहां के अधिवक्ताओं और न्यायालय कर्मियों का भरपूर सहयोग मिला। वहीं न्यायिक दंडाधिकारी शुभांकर शुक्ला ने भी सभी के प्रति आभार व्यक्त किया। अधिवक्ताओं ने दोनों पदाधिकारियों को स्मृति चिन्ह एवं पुष्पगुच्छ भेंट कर भावभीनी विदाई दी। मौके पर न्यायालय कर्मी एवं अधिवक्तागण मौजूद रहे। दोनों पदाधिकारी 13 फरवरी को योगदान के लिए रवाना होंगे। विदाई के क्षण भावुक कर देने वाले रहे और सभी ने उनके उज्ज्वल भविष्य तथा महत्वपूर्ण भूमिका की कामना की।: [574, 1878, 951, 2035]
- people-on-stage: [279, 320, 749, 436]
- vet-table-header-cell: आयोजन की तिथि: [1201, 1249, 1361, 1264]
- page-number: 9: [1463, 9, 1509, 52]
- vet-table-cell: पंचायत भवन: [1094, 1161, 1201, 1175]
- vet-table-cell: दुमरसोता: [1003, 1005, 1094, 1020]
- ad-pr-number: PR 374315 (District) 25-26 (D): [967, 2154, 1106, 2165]
- article-dateline: औरंगाबाद:: [19, 1219, 58, 1231]
- vet-table-cell: पंचायत भवन: [1094, 1074, 1201, 1088]
- article-headline: नाबालिग को भगाने के मामले में अभियुक्त को पांच साल सश्रम कारावास: [576, 633, 945, 687]
- vet-name-cell: डॉ॰ दिनेश कुमार, भ्र०प्र०चि(प्रचय), मझिआंव, गढ़वा: [1361, 1482, 1500, 1525]
- vet-table-cell: 1: [966, 1034, 1003, 1059]
- vet-table-cell: कुशवार: [1003, 1438, 1094, 1453]
- vet-table-cell: 15/03/2026 एवं 16/03/2026: [1201, 1190, 1361, 1204]
- registration-dot: [23, 2374, 35, 2386]
- vet-note-item: 3. शिविर में पशु औषधि का वितरण उपलब्धता के आधार पर किया जाएगा तथा आवश्यक औषधि के बारे में परामर्श दिया जाएगा।: [965, 1564, 1319, 1573]
- article-governor: [956, 64, 1508, 599]
- bride-groom-shape: [295, 785, 359, 900]
- vet-table-cell: 5: [966, 991, 1003, 1005]
- edition-date: औरंगाबाद, रविवार 8 मार्च 2026: [1115, 11, 1451, 49]
- vet-table-cell: 8: [966, 1424, 1003, 1438]
- vet-table-cell: 07/03/2026 एवं 08/03/2026: [1201, 932, 1361, 947]
- article-headline-line2: डीहवार स्थान मंदिर में सादगी से हुई शादी: [89, 668, 488, 700]
- article-headline: बदरपुर गांव जाने वाली सड़क बदहाल, बढ़ी परेशानी: [32, 1131, 170, 1194]
- registration-dot: [1377, 2374, 1390, 2386]
- article-dateline: औरंगाबाद:: [574, 1878, 616, 1891]
- article-dateline: औरंगाबाद/ नवबिहार टाइम्स संवाददाता:: [956, 636, 1106, 649]
- registration-dot: [792, 2374, 804, 2386]
- vet-table-cell: पंचायत भवन: [1094, 1351, 1201, 1366]
